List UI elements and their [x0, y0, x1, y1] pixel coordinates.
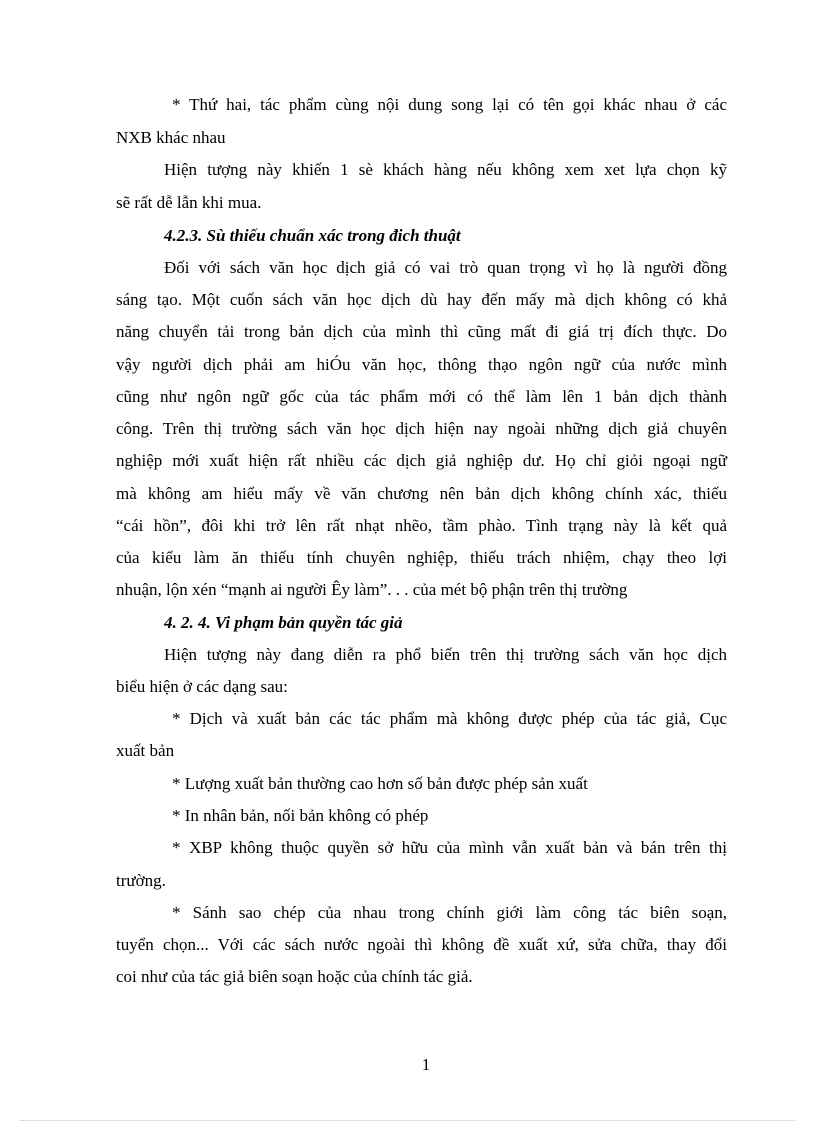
paragraph-line: nhuận, lộn xén “mạnh ai người Êy làm”. . . của mét bộ phận trên thị trường [116, 580, 628, 599]
paragraph-line: NXB khác nhau [116, 128, 226, 147]
paragraph-line: Đối với sách văn học dịch giả có vai trò quan trọng vì họ là người đồng [164, 258, 727, 277]
section-heading-4-2-3: 4.2.3. Sù thiếu chuẩn xác trong đich thuật [164, 226, 461, 245]
page-bottom-divider [20, 1120, 796, 1121]
paragraph-line: mà không am hiểu mấy về văn chương nên bản dịch không chính xác, thiếu [116, 484, 727, 503]
list-item-line: coi như của tác giả biên soạn hoặc của chính tác giả. [116, 967, 473, 986]
list-item-line: * In nhân bản, nối bản không có phép [172, 806, 429, 825]
paragraph-line: công. Trên thị trường sách văn học dịch hiện nay ngoài những dịch giả chuyên [116, 419, 727, 438]
list-item-line: * Dịch và xuất bản các tác phẩm mà không được phép của tác giả, Cục [172, 709, 727, 728]
paragraph-line: biểu hiện ở các dạng sau: [116, 677, 288, 696]
list-item-line: * XBP không thuộc quyền sở hữu của mình vẫn xuất bản và bán trên thị [172, 838, 727, 857]
list-item-line: xuất bản [116, 741, 175, 760]
paragraph-line: * Thứ hai, tác phẩm cùng nội dung song lại có tên gọi khác nhau ở các [172, 95, 727, 114]
paragraph-line: vậy người dịch phải am hiÓu văn học, thông thạo ngôn ngữ của nước mình [116, 355, 727, 374]
paragraph-line: Hiện tượng này đang diễn ra phổ biến trên thị trường sách văn học dịch [164, 645, 727, 664]
paragraph-line: nghiệp mới xuất hiện rất nhiều các dịch giả nghiệp dư. Họ chỉ giỏi ngoại ngữ [116, 451, 727, 470]
paragraph-line: năng chuyển tải trong bản dịch của mình thì cũng mất đi giá trị đích thực. Do [116, 322, 727, 341]
page-number: 1 [421, 1055, 431, 1074]
list-item-line: tuyển chọn... Với các sách nước ngoài thì không đề xuất xứ, sửa chữa, thay đổi [116, 935, 727, 954]
paragraph-line: cũng như ngôn ngữ gốc của tác phẩm mới có thể làm lên 1 bản dịch thành [116, 387, 727, 406]
list-item-line: trường. [116, 871, 166, 890]
paragraph-line: “cái hồn”, đôi khi trở lên rất nhạt nhẽo, tầm phào. Tình trạng này là kết quả [116, 516, 727, 535]
section-heading-4-2-4: 4. 2. 4. Vi phạm bản quyền tác giả [164, 613, 403, 632]
paragraph-line: của kiểu làm ăn thiếu tính chuyên nghiệp, thiếu trách nhiệm, chạy theo lợi [116, 548, 727, 567]
paragraph-line: Hiện tượng này khiến 1 sè khách hàng nếu không xem xet lựa chọn kỹ [164, 160, 727, 179]
list-item-line: * Lượng xuất bản thường cao hơn số bản được phép sản xuất [172, 774, 588, 793]
list-item-line: * Sánh sao chép của nhau trong chính giới làm công tác biên soạn, [172, 903, 727, 922]
paragraph-line: sẽ rất dễ lẫn khi mua. [116, 193, 262, 212]
paragraph-line: sáng tạo. Một cuốn sách văn học dịch dù hay đến mấy mà dịch không có khả [116, 290, 727, 309]
